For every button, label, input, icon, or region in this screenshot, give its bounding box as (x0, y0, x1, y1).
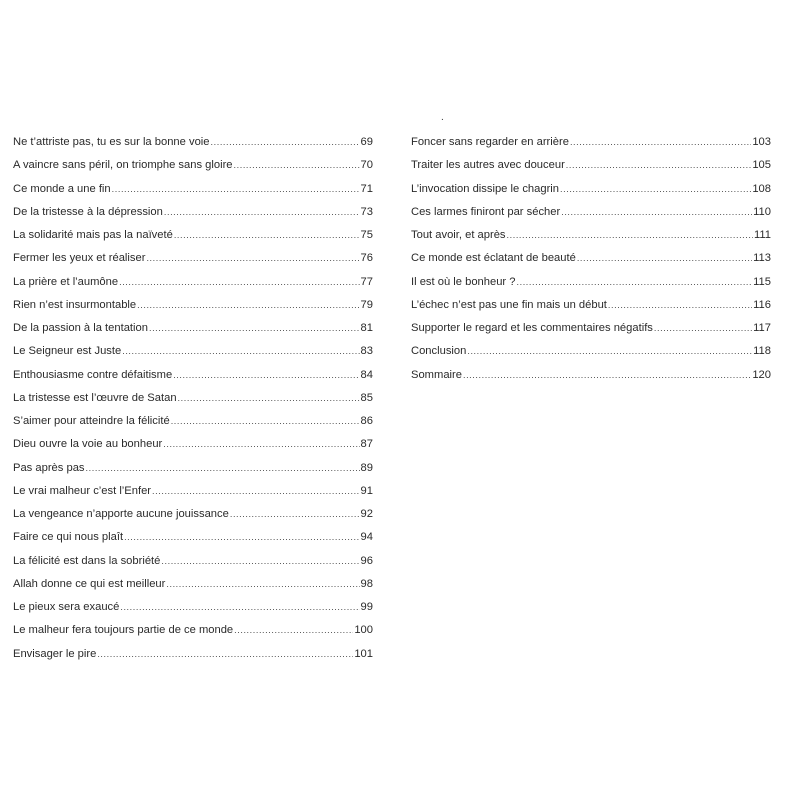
toc-entry (13, 181, 373, 204)
toc-entry-page-number: 101 (354, 647, 373, 660)
dot-leader (178, 390, 360, 406)
toc-entry-title: Le pieux sera exaucé (13, 601, 120, 613)
toc-entry-title: La vengeance n’apporte aucune jouissance (13, 508, 229, 520)
toc-entry-page-number: 70 (360, 159, 373, 172)
dot-leader (234, 622, 353, 638)
toc-entry-page-number: 100 (354, 624, 373, 637)
toc-entry-title: Dieu ouvre la voie au bonheur (13, 438, 163, 451)
toc-entry-page-number: 108 (752, 182, 771, 195)
dot-leader (86, 460, 360, 476)
toc-entry-title: Tout avoir, et après (411, 229, 506, 241)
toc-entry-page-number: 103 (752, 136, 771, 148)
dot-leader (120, 599, 359, 615)
toc-left-column (13, 134, 373, 669)
toc-entry-title: Traiter les autres avec douceur (411, 159, 565, 172)
toc-entry (13, 134, 373, 157)
toc-entry-page-number: 75 (360, 229, 373, 241)
dot-leader (517, 274, 753, 290)
toc-entry-title: Faire ce qui nous plaît (13, 531, 124, 544)
toc-entry (411, 297, 771, 320)
toc-entry (13, 250, 373, 273)
toc-entry (13, 576, 373, 599)
dot-leader (124, 529, 359, 545)
dot-leader (560, 181, 751, 197)
toc-entry-title: Sommaire (411, 368, 462, 381)
toc-entry-page-number: 110 (753, 205, 771, 218)
toc-entry (13, 553, 373, 576)
dot-leader (507, 227, 753, 243)
toc-entry-title: Pas après pas (13, 461, 85, 474)
toc-entry-page-number: 99 (360, 601, 373, 613)
dot-leader (174, 227, 360, 243)
toc-entry (411, 320, 771, 343)
toc-entry-page-number: 76 (360, 252, 373, 265)
toc-entry (13, 436, 373, 459)
toc-entry-title: S’aimer pour atteindre la félicité (13, 415, 170, 427)
dot-leader (463, 367, 751, 383)
toc-entry-page-number: 118 (753, 345, 771, 358)
toc-entry-page-number: 96 (360, 554, 373, 567)
toc-entry (411, 367, 771, 390)
toc-entry-title: Le Seigneur est Juste (13, 345, 122, 358)
toc-entry-title: Il est où le bonheur ? (411, 275, 516, 288)
toc-entry-page-number: 105 (752, 159, 771, 172)
dot-leader (152, 483, 360, 499)
toc-entry (13, 529, 373, 552)
toc-entry (411, 181, 771, 204)
toc-entry-title: Envisager le pire (13, 647, 97, 660)
dot-leader (164, 204, 360, 220)
dot-leader (566, 157, 752, 173)
toc-entry-title: Allah donne ce qui est meilleur (13, 577, 166, 590)
toc-entry-page-number: 86 (360, 415, 373, 427)
toc-entry-page-number: 94 (360, 531, 373, 544)
dot-leader (654, 320, 752, 336)
dot-leader (112, 181, 360, 197)
toc-right-column (411, 134, 771, 390)
toc-entry-page-number: 79 (360, 298, 373, 311)
toc-entry-title: Foncer sans regarder en arrière (411, 136, 569, 148)
toc-entry-title: L’invocation dissipe le chagrin (411, 182, 560, 195)
toc-entry (411, 157, 771, 180)
toc-entry-page-number: 71 (360, 182, 373, 195)
toc-entry (411, 227, 771, 250)
dot-leader (234, 157, 360, 173)
toc-entry (13, 483, 373, 506)
dot-leader (97, 646, 353, 662)
toc-entry-title: Ne t’attriste pas, tu es sur la bonne voie (13, 136, 210, 148)
toc-entry-page-number: 81 (360, 322, 373, 334)
toc-entry (411, 250, 771, 273)
toc-entry (411, 343, 771, 366)
toc-entry-title: De la passion à la tentation (13, 322, 148, 334)
toc-entry-title: Le vrai malheur c’est l’Enfer (13, 484, 152, 497)
dot-leader (163, 436, 359, 452)
toc-entry (13, 390, 373, 413)
toc-entry-page-number: 84 (360, 368, 373, 381)
toc-entry-page-number: 69 (360, 136, 373, 148)
dot-leader (173, 367, 359, 383)
dot-leader (149, 320, 360, 336)
toc-entry-title: A vaincre sans péril, on triomphe sans gloire (13, 159, 233, 172)
dot-leader (146, 250, 359, 266)
toc-entry-page-number: 117 (753, 322, 771, 334)
toc-entry (13, 622, 373, 645)
toc-entry (13, 227, 373, 250)
toc-entry-title: Ce monde est éclatant de beauté (411, 252, 576, 265)
dot-leader (119, 274, 359, 290)
toc-entry-title: L’échec n’est pas une fin mais un début (411, 298, 607, 311)
toc-entry-title: De la tristesse à la dépression (13, 205, 163, 218)
toc-entry (13, 506, 373, 529)
dot-leader (561, 204, 752, 220)
toc-entry (13, 320, 373, 343)
toc-entry-page-number: 111 (753, 229, 771, 241)
toc-entry-page-number: 91 (360, 484, 373, 497)
toc-entry-title: Ce monde a une fin (13, 182, 111, 195)
toc-entry-page-number: 83 (360, 345, 373, 358)
dot-leader (166, 576, 359, 592)
toc-entry-page-number: 89 (360, 461, 373, 474)
toc-entry (13, 413, 373, 436)
toc-entry (13, 297, 373, 320)
toc-entry (13, 599, 373, 622)
toc-entry (13, 204, 373, 227)
toc-entry-title: Le malheur fera toujours partie de ce monde (13, 624, 234, 637)
toc-entry-page-number: 77 (360, 275, 373, 288)
stray-mark: . (441, 112, 444, 123)
toc-entry-title: La tristesse est l’œuvre de Satan (13, 391, 177, 404)
dot-leader (171, 413, 360, 429)
toc-entry (13, 157, 373, 180)
toc-entry-title: Fermer les yeux et réaliser (13, 252, 146, 265)
toc-entry-page-number: 98 (360, 577, 373, 590)
toc-entry-page-number: 116 (753, 298, 771, 311)
toc-entry (13, 646, 373, 669)
toc-entry-page-number: 113 (753, 252, 771, 265)
dot-leader (161, 553, 359, 569)
dot-leader (137, 297, 359, 313)
toc-entry-page-number: 73 (360, 205, 373, 218)
toc-entry (13, 274, 373, 297)
dot-leader (211, 134, 360, 150)
toc-entry-title: La félicité est dans la sobriété (13, 554, 161, 567)
dot-leader (570, 134, 751, 150)
dot-leader (230, 506, 360, 522)
toc-entry (411, 274, 771, 297)
toc-entry (13, 460, 373, 483)
toc-entry-page-number: 120 (752, 368, 771, 381)
toc-entry-title: La prière et l’aumône (13, 275, 119, 288)
toc-entry-page-number: 85 (360, 391, 373, 404)
toc-entry-title: Supporter le regard et les commentaires négatifs (411, 322, 653, 334)
toc-entry-title: Rien n’est insurmontable (13, 298, 137, 311)
toc-entry (411, 204, 771, 227)
toc-entry-page-number: 87 (360, 438, 373, 451)
toc-entry (13, 343, 373, 366)
toc-entry (13, 367, 373, 390)
dot-leader (467, 343, 752, 359)
dot-leader (122, 343, 359, 359)
dot-leader (608, 297, 752, 313)
toc-entry-title: Conclusion (411, 345, 467, 358)
toc-entry-title: La solidarité mais pas la naïveté (13, 229, 173, 241)
dot-leader (577, 250, 752, 266)
toc-entry-page-number: 115 (753, 275, 771, 288)
toc-entry-title: Enthousiasme contre défaitisme (13, 368, 173, 381)
toc-entry-page-number: 92 (360, 508, 373, 520)
toc-entry (411, 134, 771, 157)
toc-entry-title: Ces larmes finiront par sécher (411, 205, 561, 218)
